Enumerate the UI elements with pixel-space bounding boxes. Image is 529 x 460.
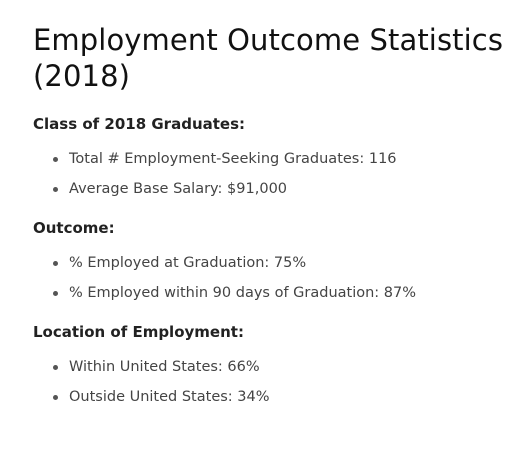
location-list <box>33 357 523 407</box>
section-heading-class-of-2018: Class of 2018 Graduates: <box>33 115 246 133</box>
bullet-icon <box>53 395 58 400</box>
list-item <box>33 387 523 407</box>
list-item-text: Within United States: 66% <box>69 359 260 375</box>
outcome-list <box>33 253 523 303</box>
page-title: Employment Outcome Statistics (2018) <box>33 23 504 93</box>
bullet-icon <box>53 291 58 296</box>
list-item <box>33 283 523 303</box>
list-item <box>33 149 523 169</box>
bullet-icon <box>53 187 58 192</box>
bullet-icon <box>53 157 58 162</box>
bullet-icon <box>53 365 58 370</box>
list-item-text: % Employed within 90 days of Graduation: 87% <box>69 285 417 301</box>
list-item-text: Total # Employment-Seeking Graduates: 116 <box>69 151 397 167</box>
list-item-text: Average Base Salary: $91,000 <box>69 181 288 197</box>
class-of-2018-list <box>33 149 523 199</box>
article-content <box>33 22 523 407</box>
list-item <box>33 253 523 273</box>
bullet-icon <box>53 261 58 266</box>
list-item-text: % Employed at Graduation: 75% <box>69 255 307 271</box>
section-heading-outcome: Outcome: <box>33 219 115 237</box>
list-item <box>33 357 523 377</box>
list-item-text: Outside United States: 34% <box>69 389 270 405</box>
section-heading-location: Location of Employment: <box>33 323 244 341</box>
list-item <box>33 179 523 199</box>
